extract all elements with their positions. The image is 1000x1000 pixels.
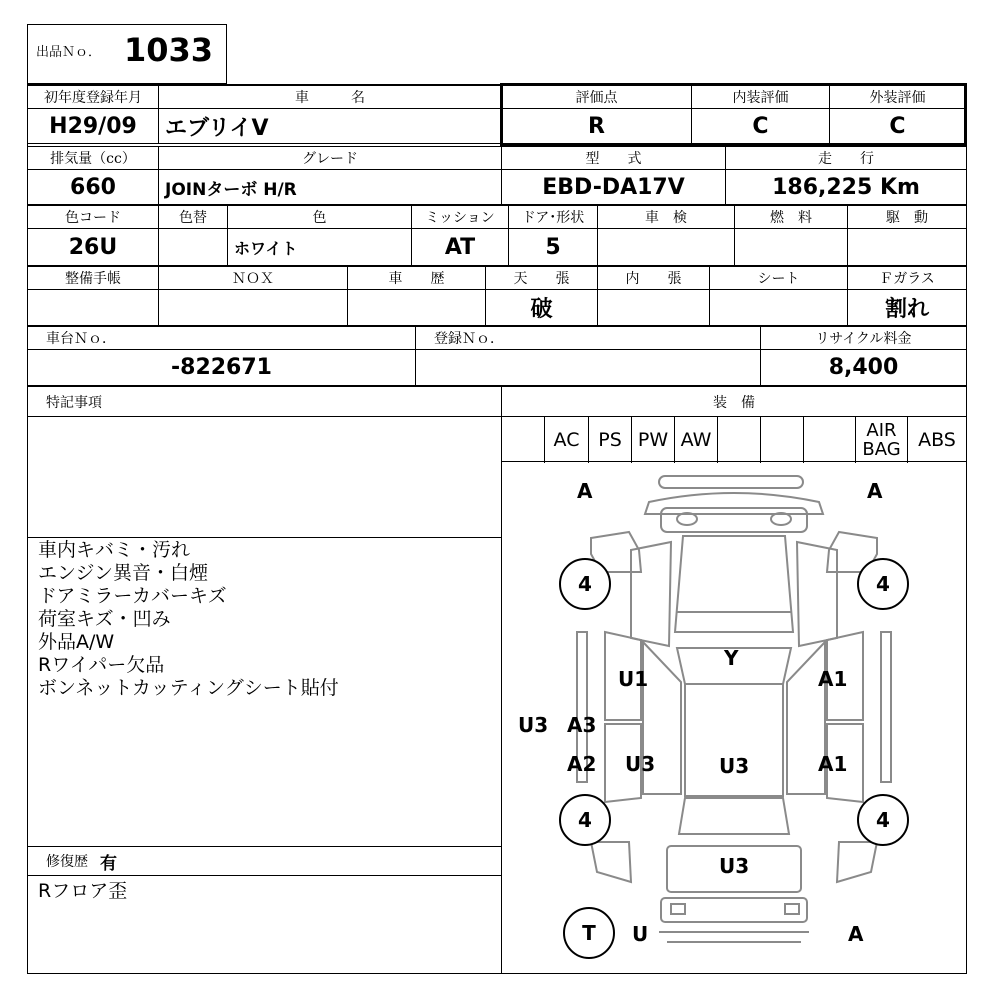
ceiling-label: 天 張 (485, 266, 598, 290)
mark-a1-lower: A1 (818, 752, 848, 776)
mark-u-rear: U (632, 922, 649, 946)
repair-value: 有 (100, 853, 117, 874)
equip-pw: PW (632, 417, 675, 463)
repaint-value (158, 228, 228, 266)
mark-a2: A2 (567, 752, 597, 776)
nox-label: ＮＯＸ (158, 266, 348, 290)
inner-value (597, 289, 710, 326)
color-code-label: 色コード (27, 205, 159, 229)
tire-rear-left: 4 (559, 794, 611, 846)
repair-row (27, 846, 502, 876)
mark-front-left: A (577, 479, 593, 503)
regno-label: 登録Ｎｏ． (415, 326, 761, 350)
equip-blank (502, 417, 545, 463)
inner-label: 内 張 (597, 266, 710, 290)
reg-date-value: H29/09 (27, 108, 159, 144)
color-code-value: 26U (27, 228, 159, 266)
ceiling-value: 破 (485, 289, 598, 326)
door-label: ドア･形状 (508, 205, 598, 229)
car-name-label: 車 名 (158, 85, 502, 109)
displacement-label: 排気量（cc） (27, 146, 159, 170)
mark-u3-left: U3 (625, 752, 656, 776)
recycle-label: リサイクル料金 (760, 326, 967, 350)
equip-blank (804, 417, 856, 463)
equip-airbag: AIR BAG (856, 417, 908, 463)
record-value (27, 289, 159, 326)
repaint-label: 色替 (158, 205, 228, 229)
notes-label: 特記事項 (27, 386, 502, 417)
chassis-label: 車台Ｎｏ． (27, 326, 416, 350)
equip-aw: AW (675, 417, 718, 463)
displacement-value: 660 (27, 169, 159, 205)
mileage-value: 186,225 Km (725, 169, 967, 205)
model-value: EBD-DA17V (501, 169, 726, 205)
mark-u1: U1 (618, 667, 649, 691)
exterior-label: 外装評価 (829, 85, 965, 109)
equip-ps: PS (589, 417, 632, 463)
recycle-value: 8,400 (760, 349, 967, 386)
tire-front-left: 4 (559, 558, 611, 610)
notes-divider (27, 537, 502, 538)
notes-list (38, 539, 498, 700)
lot-number: 1033 (124, 31, 214, 69)
fuel-value (734, 228, 848, 266)
lot-box (27, 24, 227, 84)
tire-front-right: 4 (857, 558, 909, 610)
lot-label: 出品Ｎｏ． (36, 45, 102, 60)
repair-note: Rフロア歪 (38, 880, 128, 902)
mark-u3-center: U3 (719, 754, 750, 778)
mission-label: ミッション (411, 205, 509, 229)
spare-tire: T (563, 907, 615, 959)
inspection-label: 車 検 (597, 205, 735, 229)
color-label: 色 (227, 205, 412, 229)
seat-value (709, 289, 848, 326)
equip-ac: AC (545, 417, 589, 463)
note-line: ボンネットカッティングシート貼付 (38, 677, 339, 699)
car-name-value: エブリイV (158, 108, 502, 144)
reg-date-label: 初年度登録年月 (27, 85, 159, 109)
drive-value (847, 228, 967, 266)
score-value: R (502, 108, 692, 144)
mark-rear-right: A (848, 922, 864, 946)
seat-label: シート (709, 266, 848, 290)
equip-blank (718, 417, 761, 463)
exterior-value: C (829, 108, 965, 144)
regno-value (415, 349, 761, 386)
note-line: 荷室キズ・凹み (38, 608, 171, 630)
note-line: ドアミラーカバーキズ (38, 585, 227, 607)
equipment-label: 装 備 (501, 386, 967, 417)
note-line: 外品A/W (38, 631, 115, 653)
score-label: 評価点 (502, 85, 692, 109)
note-line: Rワイパー欠品 (38, 654, 165, 676)
equipment-row (501, 416, 967, 462)
inspection-value (597, 228, 735, 266)
chassis-value: -822671 (27, 349, 416, 386)
mark-y: Y (724, 646, 739, 670)
mark-u3-rear: U3 (719, 854, 750, 878)
door-value: 5 (508, 228, 598, 266)
note-line: エンジン異音・白煙 (38, 562, 209, 584)
grade-value: JOINターボ H/R (158, 169, 502, 205)
history-label: 車 歴 (347, 266, 486, 290)
nox-value (158, 289, 348, 326)
grade-label: グレード (158, 146, 502, 170)
mark-a1-upper: A1 (818, 667, 848, 691)
glass-value: 割れ (847, 289, 967, 326)
repair-label: 修復歴 (46, 854, 88, 870)
interior-label: 内装評価 (691, 85, 830, 109)
note-line: 車内キバミ・汚れ (38, 539, 191, 561)
interior-value: C (691, 108, 830, 144)
mark-u3-side: U3 (518, 713, 549, 737)
mission-value: AT (411, 228, 509, 266)
equip-blank (761, 417, 804, 463)
model-label: 型 式 (501, 146, 726, 170)
drive-label: 駆 動 (847, 205, 967, 229)
mark-front-right: A (867, 479, 883, 503)
mileage-label: 走 行 (725, 146, 967, 170)
color-value: ホワイト (227, 228, 412, 266)
glass-label: Ｆガラス (847, 266, 967, 290)
mark-a3: A3 (567, 713, 597, 737)
history-value (347, 289, 486, 326)
equip-abs: ABS (918, 429, 956, 451)
record-label: 整備手帳 (27, 266, 159, 290)
fuel-label: 燃 料 (734, 205, 848, 229)
tire-rear-right: 4 (857, 794, 909, 846)
